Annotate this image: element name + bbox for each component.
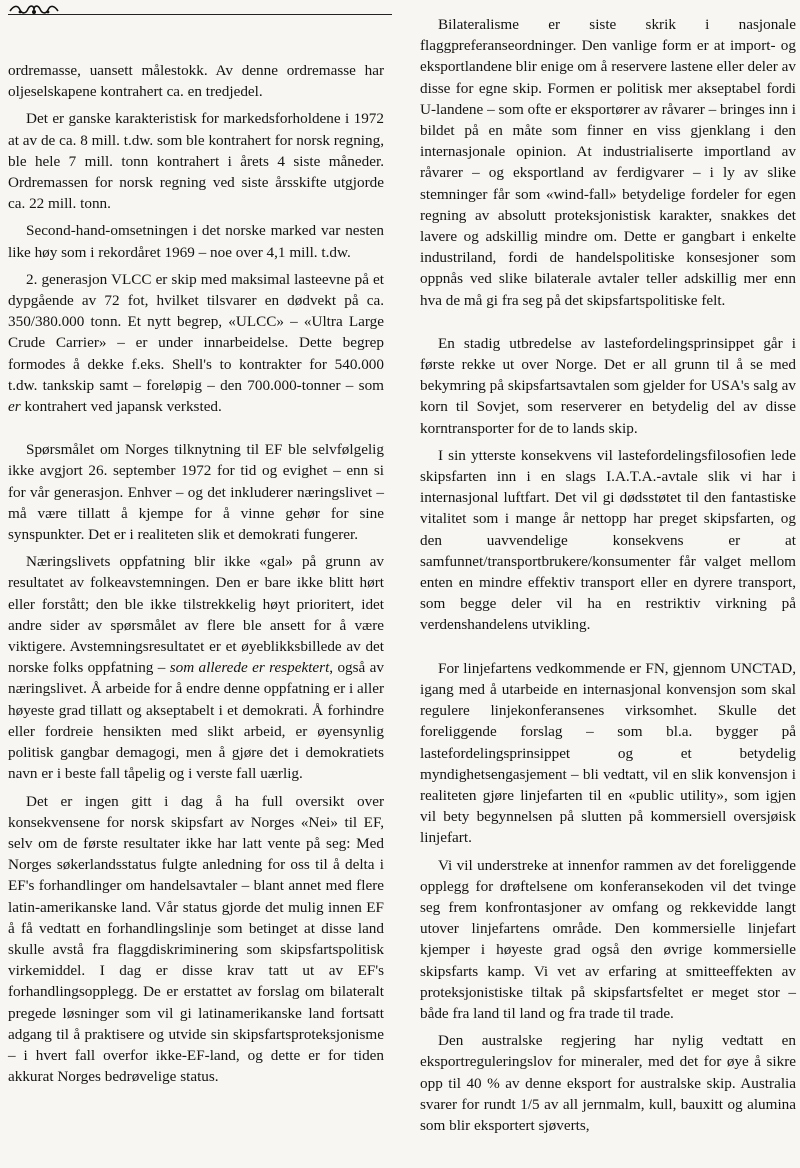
paragraph: I sin ytterste konsekvens vil lastefordelingsfilosofien lede skipsfarten inn i en slags I.A.T.A.-avtale slik vi har i internasjonal luftfart. Det vil gi dødsstøtet til den fantastiske vitalitet som i mange år nettopp har preget skipsfarten, og den uavvendelige konsekvens er at samfunnet/transportbrukere/konsumenter får valget mellom enten en mindre effektiv transport eller en dyrere transport, som begge deler vil ha en restriktiv virkning på verdenshandelens utvikling. [420,446,796,634]
left-column [8,60,384,1087]
paragraph: Vi vil understreke at innenfor rammen av det foreliggende opplegg for drøftelsene om konferansekoden vil det tvinge seg frem konfrontasjoner av omfang og rekkevidde langt utover linjefartens område. Den kommersielle linjefart kjemper i høyeste grad også den øvrige kommersielle skipsfarts kamp. Vi vet av erfaring at smitteeffekten av proteksjonistiske tiltak på skipsfartsfeltet er meget stor – både fra land til land og fra trade til trade. [420,856,796,1022]
paragraph: 2. generasjon VLCC er skip med maksimal lasteevne på et dypgående av 72 fot, hvilket tilsvarer en dødvekt på ca. 350/380.000 tonn. Et nytt begrep, «ULCC» – «Ultra Large Crude Carrier» – er under innarbeidelse. Dette begrep formodes å dekke f.eks. Shell's to kontrakter for 540.000 t.dw. tankskip samt – foreløpig – den 700.000-tonner – som er kontrahert ved japansk verksted. [8,270,384,416]
paragraph: Spørsmålet om Norges tilknytning til EF ble selvfølgelig ikke avgjort 26. september 1972 for tid og evighet – enn si for vår generasjon. Enhver – og det inkluderer næringslivet – må være tillatt å kjempe for å vinne gehør for sine synspunkter. Det er i realiteten slik et demokrati fungerer. [8,441,384,544]
paragraph: Second-hand-omsetningen i det norske marked var nesten like høy som i rekordåret 1969 – noe over 4,1 mill. t.dw. [8,222,384,261]
paragraph: Det er ganske karakteristisk for markedsforholdene i 1972 at av de ca. 8 mill. t.dw. som ble kontrahert for norsk regning, ble hele 7 mill. tonn kontrahert i årets 4 siste måneder. Ordremassen for norsk regning ved siste årsskifte utgjorde ca. 22 mill. tonn. [8,110,384,213]
paragraph: Bilateralisme er siste skrik i nasjonale flaggpreferanseordninger. Den vanlige form er at import- og eksportlandene blir enige om å reservere lastene eller deler av disse for egne skip. Formen er politisk mer akseptabel fordi U-landene – som ofte er eksportører av råvarer – bringes inn i bildet på en måte som finner en viss gjenklang i den internasjonale opinion. At industrialiserte importland av råvarer – og eksportland av ferdigvarer – i ly av slike stemninger får som «wind-fall» betydelige fordeler for egen regning av absolutt proteksjonistisk karakter, snakkes det lavere og adskillig mindre om. Dette er gangbart i enkelte industriland, fordi de handelspolitiske konsesjoner som oppnås ved slike bilaterale avtaler teller adskillig mer enn hva de må gi fra seg på det skipsfartspolitiske felt. [420,16,796,309]
paragraph: Næringslivets oppfatning blir ikke «gal» på grunn av resultatet av folkeavstemningen. Den er bare ikke blitt hørt eller forstått; den ble ikke tilstrekkelig høyt prioritert, idet andre sider av spørsmålet av flere ble ansett for å være viktigere. Avstemningsresultatet er et øyeblikksbillede av det norske folks oppfatning – som allerede er respektert, også av næringslivet. Å arbeide for å endre denne oppfatning er i aller høyeste grad tillatt og akseptabelt i et demokrati. Å forhindre eller fordreie hensikten med slikt arbeid, er øyensynlig politisk gangbar demagogi, men å gjøre det i demokratiets navn er i beste fall tåpelig og i verste fall uærlig. [8,553,384,783]
paragraph: For linjefartens vedkommende er FN, gjennom UNCTAD, igang med å utarbeide en internasjonal konvensjon som skal regulere linjekonferansenes virksomhet. Skulle det foreliggende forslag – som bl.a. bygger på lastefordelingsprinsippet og et betydelig myndighetsengasjement – bli vedtatt, vil en slik konvensjon i realiteten gjøre linjefarten til en «public utility», som igjen vil bety begynnelsen på slutten på kommersiell oversjøisk linjefart. [420,659,796,847]
paragraph: ordremasse, uansett målestokk. Av denne ordremasse har oljeselskapene kontrahert ca. en tredjedel. [8,62,384,101]
paragraph: Det er ingen gitt i dag å ha full oversikt over konsekvensene for norsk skipsfart av Norges «Nei» til EF, selv om de første resultater ikke har latt vente på seg: Med Norges søkerlandsstatus fulgte anledning for oss til å delta i EF's forhandlinger om handelsavtaler – blant annet med flere latin-amerikanske land. Vår status gjorde det mulig innen EF å få vedtatt en forhandlingslinje som betinget at disse land skulle avstå fra flaggdiskriminering som skipsfartspolitisk virkemiddel. I dag er disse krav tatt ut av EF's forhandlingsopplegg. De er erstattet av forslag om bilateralt pregede løsninger som vil gi latinamerikanske land fortsatt adgang til å praktisere og utvide sin skipsfartsproteksjonisme – i hvert fall overfor ikke-EF-land, og dette er for tiden akkurat Norges bedrøvelige status. [8,792,384,1086]
right-column [420,14,796,1136]
paragraph: Den australske regjering har nylig vedtatt en eksportreguleringslov for mineraler, med det for øye å sikre opp til 40 % av denne eksport for australske skip. Australia svarer for rundt 1/5 av all jernmalm, kull, bauxitt og alumina som blir eksportert sjøverts, [420,1032,796,1134]
paragraph: En stadig utbredelse av lastefordelingsprinsippet går i første rekke ut over Norge. Det er all grunn til å se med bekymring på skipsfartsavtalen som gjelder for USA's salg av korn til Sovjet, som reserverer en betydelig del av disse korntransporter for de to lands skip. [420,334,796,437]
header-rule [8,14,392,15]
